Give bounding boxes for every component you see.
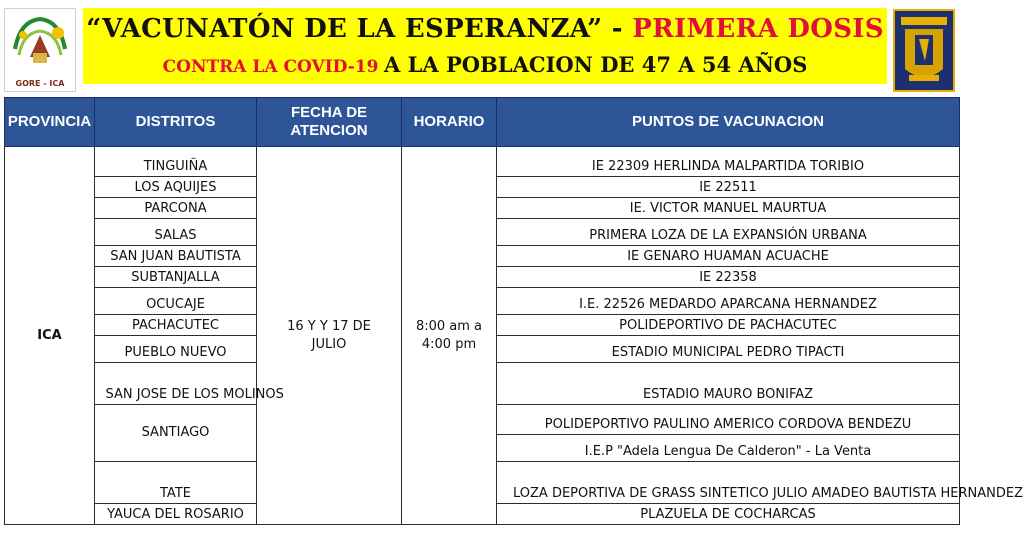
fecha-text: 16 Y Y 17 DE JULIO	[287, 318, 371, 352]
distrito-cell: YAUCA DEL ROSARIO	[95, 504, 257, 525]
left-logo-label: GORE - ICA	[15, 79, 65, 88]
punto-cell: I.E.P "Adela Lengua De Calderon" - La Venta	[497, 435, 960, 462]
column-header-puntos: PUNTOS DE VACUNACION	[497, 98, 960, 147]
column-header-distritos: DISTRITOS	[95, 98, 257, 147]
shield-emblem-icon	[895, 11, 953, 90]
column-header-fecha	[257, 98, 402, 147]
title-campaign: “VACUNATÓN DE LA ESPERANZA” -	[86, 14, 623, 44]
punto-cell: ESTADIO MAURO BONIFAZ	[497, 363, 960, 405]
banner-title	[83, 14, 887, 44]
distrito-cell: TATE	[95, 462, 257, 504]
distrito-cell: LOS AQUIJES	[95, 177, 257, 198]
punto-cell: IE GENARO HUAMAN ACUACHE	[497, 246, 960, 267]
distrito-cell	[95, 363, 284, 405]
horario-text: 8:00 am a 4:00 pm	[415, 318, 483, 352]
distrito-cell: SALAS	[95, 219, 257, 246]
gore-ica-logo	[4, 8, 76, 92]
column-header-horario: HORARIO	[402, 98, 497, 147]
distrito-cell: SAN JUAN BAUTISTA	[95, 246, 257, 267]
provincia-cell: ICA	[5, 147, 95, 525]
table-header-row	[5, 98, 960, 147]
punto-cell: PLAZUELA DE COCHARCAS	[497, 504, 960, 525]
vaccination-schedule-table	[4, 97, 1023, 525]
distrito-cell: PARCONA	[95, 198, 257, 219]
gore-ica-emblem-icon	[5, 9, 75, 79]
punto-cell: POLIDEPORTIVO PAULINO AMERICO CORDOVA BENDEZU	[497, 405, 960, 435]
distrito-cell: PUEBLO NUEVO	[95, 336, 257, 363]
column-header-fecha-text: FECHA DE ATENCION	[290, 104, 368, 139]
table-row	[5, 147, 960, 177]
punto-cell: ESTADIO MUNICIPAL PEDRO TIPACTI	[497, 336, 960, 363]
distrito-cell: OCUCAJE	[95, 288, 257, 315]
banner-subtitle	[83, 52, 887, 77]
distrito-cell: SANTIAGO	[95, 405, 257, 462]
punto-cell: IE. VICTOR MANUEL MAURTUA	[497, 198, 960, 219]
punto-text: LOZA DEPORTIVA DE GRASS SINTETICO JULIO AMADEO BAUTISTA HERNANDEZ	[513, 486, 1023, 501]
title-dose: PRIMERA DOSIS	[632, 14, 884, 44]
punto-cell: POLIDEPORTIVO DE PACHACUTEC	[497, 315, 960, 336]
distrito-cell: SUBTANJALLA	[95, 267, 257, 288]
header	[0, 0, 960, 95]
punto-cell	[497, 462, 1023, 504]
distrito-cell: TINGUIÑA	[95, 147, 257, 177]
institution-shield-logo	[893, 9, 955, 92]
horario-cell	[402, 147, 497, 525]
punto-cell: I.E. 22526 MEDARDO APARCANA HERNANDEZ	[497, 288, 960, 315]
title-banner	[83, 8, 887, 84]
fecha-cell	[257, 147, 402, 525]
punto-cell: IE 22358	[497, 267, 960, 288]
punto-cell: PRIMERA LOZA DE LA EXPANSIÓN URBANA	[497, 219, 960, 246]
distrito-text: SAN JOSE DE LOS MOLINOS	[105, 387, 284, 402]
punto-cell: IE 22309 HERLINDA MALPARTIDA TORIBIO	[497, 147, 960, 177]
distrito-cell: PACHACUTEC	[95, 315, 257, 336]
punto-cell: IE 22511	[497, 177, 960, 198]
subtitle-disease: CONTRA LA COVID-19	[162, 57, 379, 77]
column-header-provincia: PROVINCIA	[5, 98, 95, 147]
subtitle-population: A LA POBLACION DE 47 A 54 AÑOS	[384, 52, 808, 77]
